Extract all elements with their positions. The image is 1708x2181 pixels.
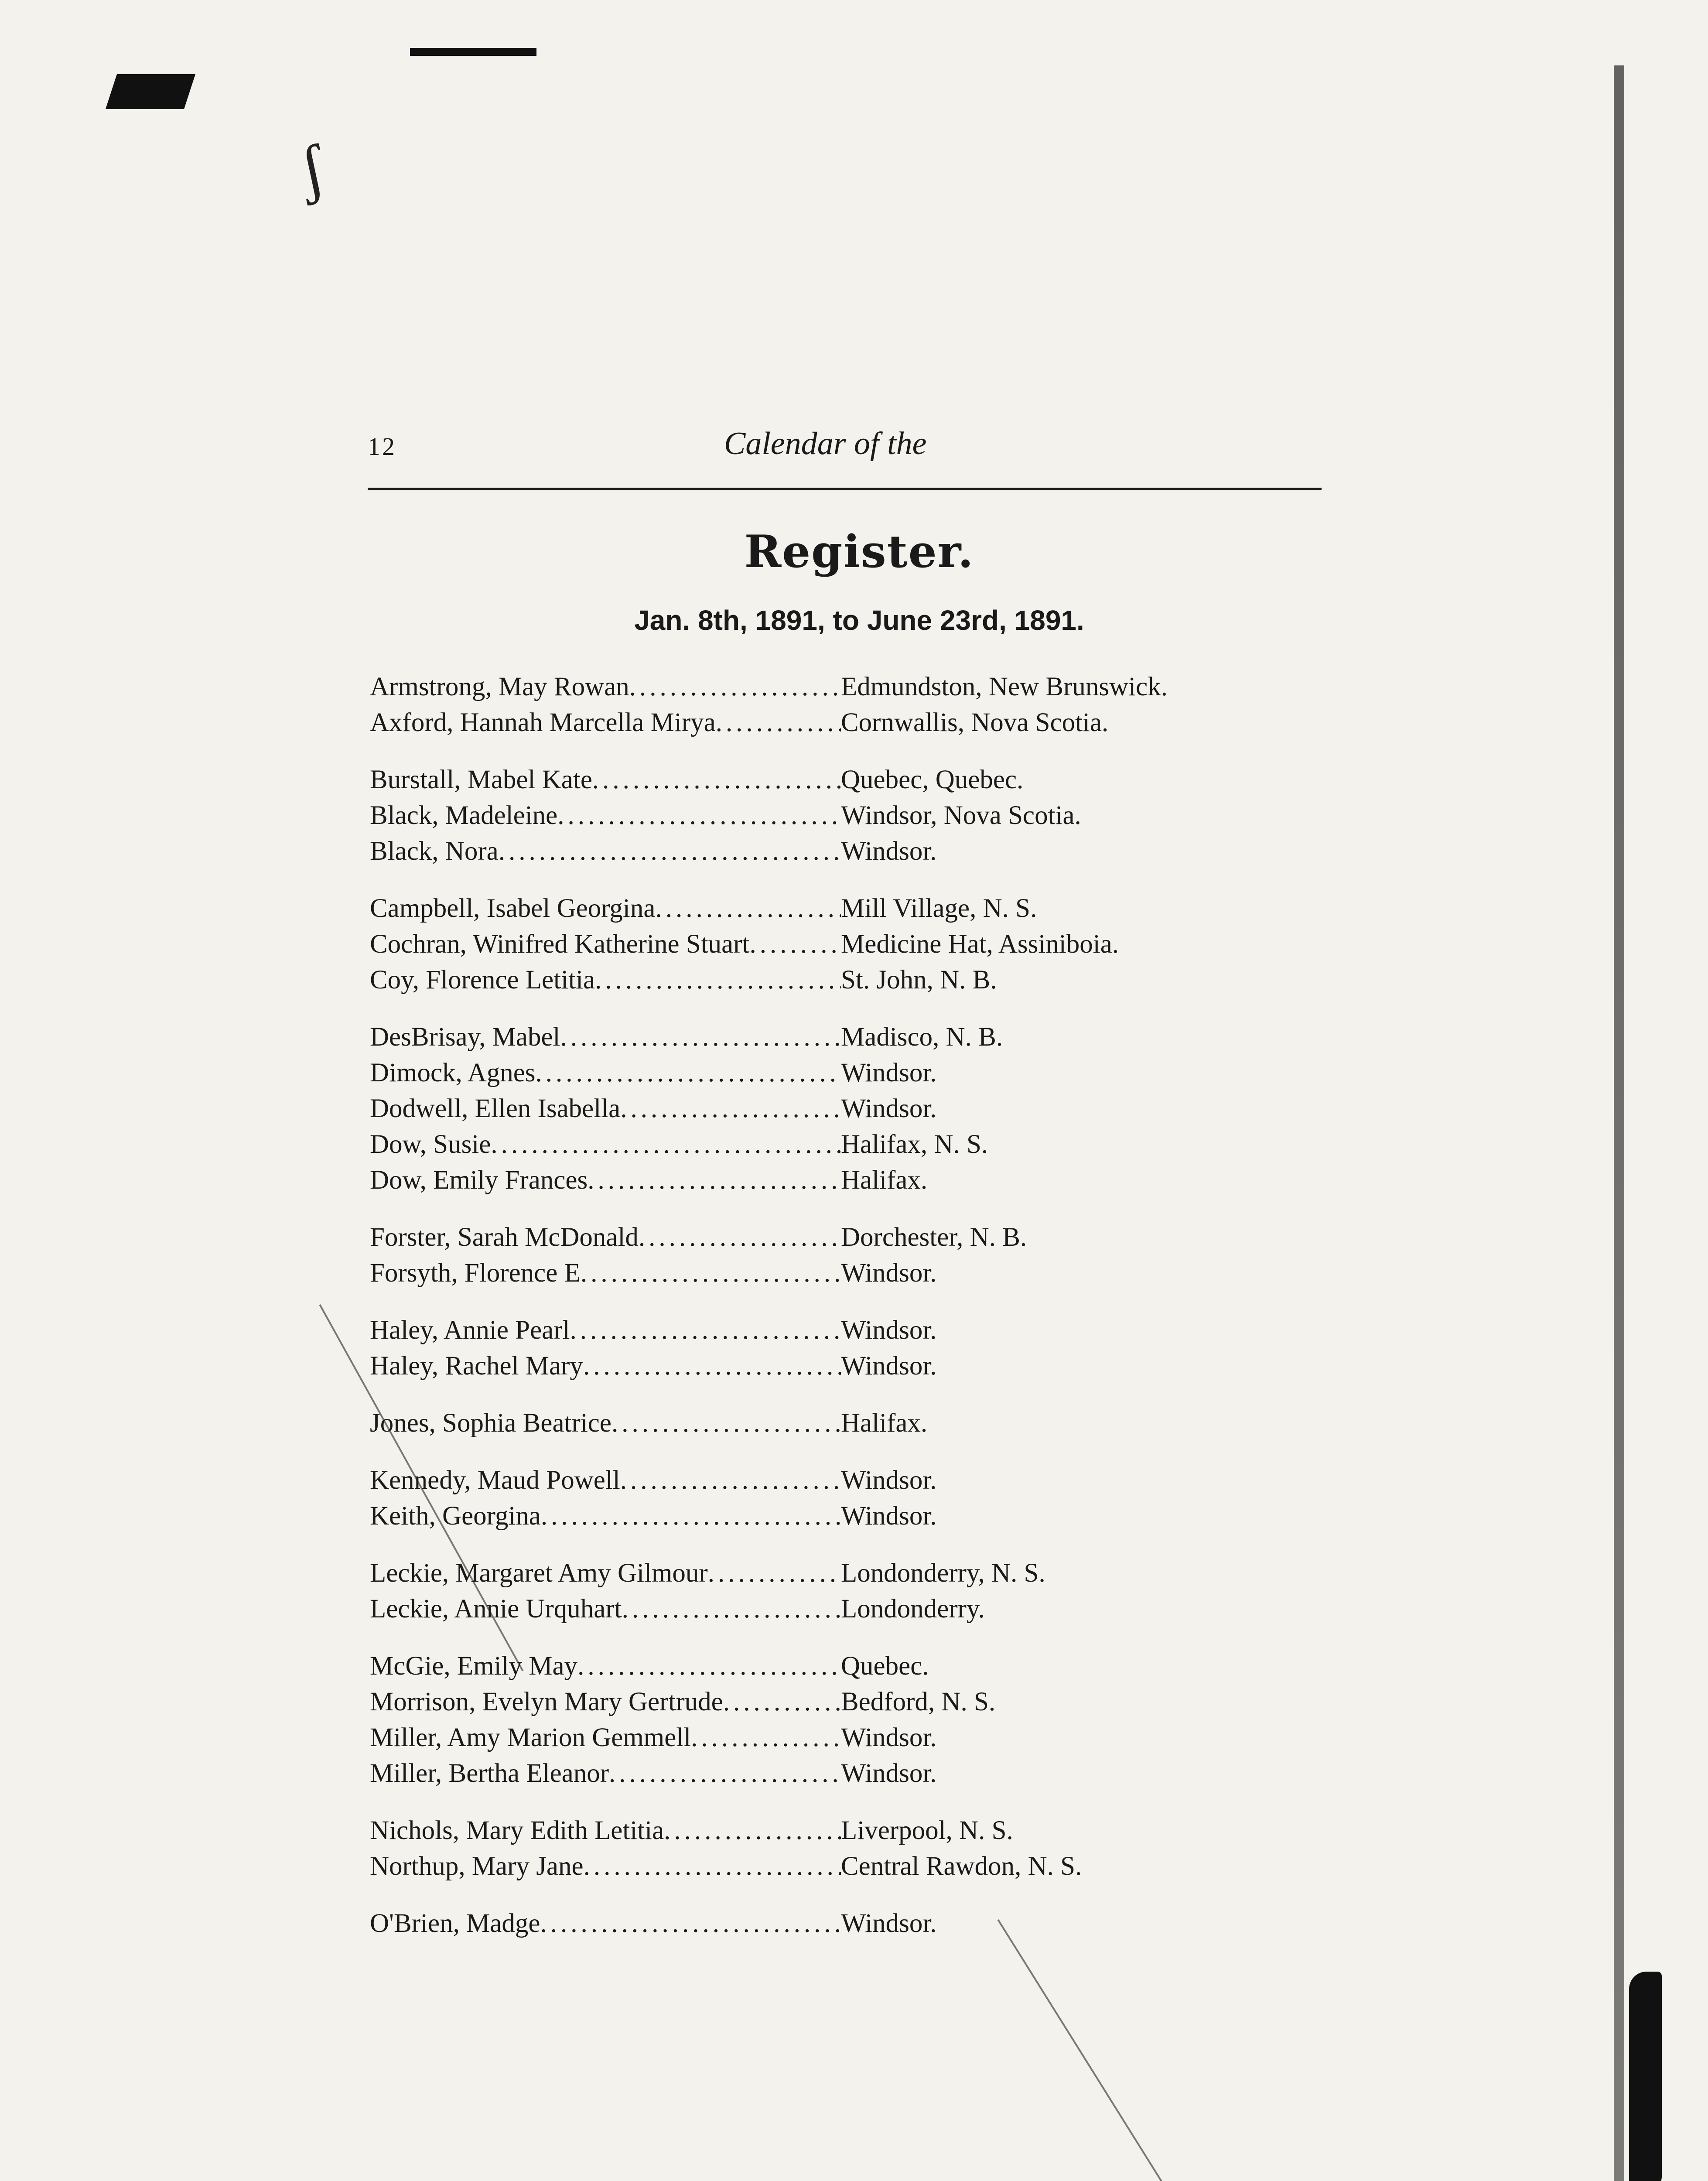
register-entry bbox=[370, 836, 1329, 872]
hometown: Windsor. bbox=[841, 1759, 937, 1788]
student-name: Nichols, Mary Edith Letitia bbox=[370, 1816, 664, 1845]
dot-leader bbox=[584, 1851, 841, 1882]
student-name: Dow, Emily Frances bbox=[370, 1166, 588, 1195]
scan-artifact-top bbox=[410, 48, 536, 56]
dot-leader bbox=[664, 1815, 841, 1846]
dot-leader bbox=[749, 929, 841, 960]
page-number: 12 bbox=[368, 432, 396, 461]
dot-leader bbox=[557, 800, 841, 831]
register-entry bbox=[370, 708, 1329, 743]
dot-leader bbox=[588, 1165, 841, 1196]
dot-leader bbox=[595, 965, 841, 995]
student-name: Miller, Amy Marion Gemmell bbox=[370, 1723, 691, 1752]
hometown: Madisco, N. B. bbox=[841, 1022, 1003, 1052]
hometown: Bedford, N. S. bbox=[841, 1687, 996, 1716]
student-name: Dodwell, Ellen Isabella bbox=[370, 1094, 621, 1123]
dot-leader bbox=[536, 1058, 841, 1088]
register-entry bbox=[370, 800, 1329, 836]
dot-leader bbox=[570, 1315, 841, 1346]
hometown: Windsor. bbox=[841, 1723, 937, 1752]
register-entry bbox=[370, 1094, 1329, 1129]
register-entry bbox=[370, 929, 1329, 965]
dot-leader bbox=[541, 1501, 841, 1531]
register-entry bbox=[370, 1351, 1329, 1387]
scan-artifact-edge bbox=[1614, 65, 1624, 2181]
hometown: Cornwallis, Nova Scotia. bbox=[841, 708, 1109, 737]
dot-leader bbox=[620, 1465, 841, 1496]
student-name: Northup, Mary Jane bbox=[370, 1852, 584, 1881]
student-name: Dow, Susie bbox=[370, 1130, 491, 1159]
dot-leader bbox=[560, 1022, 841, 1053]
register-entry bbox=[370, 1851, 1329, 1887]
dot-leader bbox=[629, 672, 841, 702]
register-entry bbox=[370, 672, 1329, 708]
student-name: Haley, Rachel Mary bbox=[370, 1351, 583, 1381]
dot-leader bbox=[609, 1758, 841, 1789]
scan-artifact-corner bbox=[106, 74, 195, 109]
register-entry bbox=[370, 1258, 1329, 1294]
student-name: Black, Nora bbox=[370, 837, 499, 866]
register-entry bbox=[370, 1165, 1329, 1201]
dot-leader bbox=[581, 1258, 841, 1289]
student-name: O'Brien, Madge bbox=[370, 1909, 540, 1938]
register-entry bbox=[370, 1594, 1329, 1630]
register-group bbox=[370, 1815, 1329, 1887]
dot-leader bbox=[620, 1094, 841, 1124]
register-group bbox=[370, 1651, 1329, 1794]
dot-leader bbox=[622, 1594, 841, 1624]
dot-leader bbox=[540, 1908, 841, 1939]
register-entry bbox=[370, 1558, 1329, 1594]
student-name: McGie, Emily May bbox=[370, 1651, 578, 1681]
register-entry bbox=[370, 1687, 1329, 1723]
student-name: Forsyth, Florence E bbox=[370, 1258, 581, 1288]
register-entry bbox=[370, 1651, 1329, 1687]
dot-leader bbox=[639, 1222, 841, 1253]
dot-leader bbox=[499, 836, 841, 867]
register-entry bbox=[370, 765, 1329, 800]
register-entry bbox=[370, 1408, 1329, 1444]
hometown: Londonderry. bbox=[841, 1594, 985, 1624]
student-name: Forster, Sarah McDonald bbox=[370, 1223, 639, 1252]
student-name: Coy, Florence Letitia bbox=[370, 965, 595, 995]
handwritten-mark-icon: ʃ bbox=[294, 130, 330, 206]
hometown: Windsor. bbox=[841, 1316, 937, 1345]
register-entry bbox=[370, 1908, 1329, 1944]
register-group bbox=[370, 1908, 1329, 1944]
dot-leader bbox=[723, 1687, 841, 1717]
register-entry bbox=[370, 1022, 1329, 1058]
dot-leader bbox=[655, 893, 841, 924]
register-group bbox=[370, 1558, 1329, 1630]
hometown: Mill Village, N. S. bbox=[841, 894, 1037, 923]
scan-artifact-blot bbox=[1629, 1972, 1662, 2181]
register-entry bbox=[370, 1222, 1329, 1258]
register-entry bbox=[370, 1815, 1329, 1851]
student-name: Black, Madeleine bbox=[370, 801, 558, 830]
register-entry bbox=[370, 965, 1329, 1001]
hometown: Windsor. bbox=[841, 1258, 937, 1288]
dot-leader bbox=[716, 708, 841, 738]
hometown: Windsor. bbox=[841, 837, 937, 866]
register-entry bbox=[370, 1129, 1329, 1165]
hometown: Windsor, Nova Scotia. bbox=[841, 801, 1081, 830]
register-group bbox=[370, 765, 1329, 872]
dot-leader bbox=[691, 1723, 841, 1753]
hometown: St. John, N. B. bbox=[841, 965, 997, 995]
hometown: Central Rawdon, N. S. bbox=[841, 1852, 1082, 1881]
student-name: Dimock, Agnes bbox=[370, 1058, 536, 1087]
student-name: Keith, Georgina bbox=[370, 1501, 541, 1531]
register-group bbox=[370, 672, 1329, 743]
register-entry bbox=[370, 893, 1329, 929]
hometown: Edmundston, New Brunswick. bbox=[841, 672, 1168, 701]
register-group bbox=[370, 1315, 1329, 1387]
student-name: Campbell, Isabel Georgina bbox=[370, 894, 656, 923]
hometown: Windsor. bbox=[841, 1351, 937, 1381]
dot-leader bbox=[577, 1651, 841, 1682]
dot-leader bbox=[491, 1129, 841, 1160]
register-entry bbox=[370, 1315, 1329, 1351]
hometown: Halifax. bbox=[841, 1166, 928, 1195]
register-entry bbox=[370, 1058, 1329, 1094]
register-group bbox=[370, 1408, 1329, 1444]
hometown: Halifax. bbox=[841, 1408, 928, 1438]
register-group bbox=[370, 1465, 1329, 1537]
hometown: Londonderry, N. S. bbox=[841, 1559, 1045, 1588]
student-name: Burstall, Mabel Kate bbox=[370, 765, 592, 794]
register-list bbox=[370, 672, 1329, 1966]
hometown: Windsor. bbox=[841, 1094, 937, 1123]
dot-leader bbox=[583, 1351, 841, 1381]
register-entry bbox=[370, 1723, 1329, 1758]
hometown: Quebec. bbox=[841, 1651, 929, 1681]
hometown: Dorchester, N. B. bbox=[841, 1223, 1027, 1252]
student-name: Leckie, Margaret Amy Gilmour bbox=[370, 1559, 708, 1588]
student-name: Cochran, Winifred Katherine Stuart bbox=[370, 930, 750, 959]
student-name: Jones, Sophia Beatrice bbox=[370, 1408, 611, 1438]
hometown: Windsor. bbox=[841, 1501, 937, 1531]
student-name: Leckie, Annie Urquhart bbox=[370, 1594, 622, 1624]
hometown: Medicine Hat, Assiniboia. bbox=[841, 930, 1119, 959]
register-entry bbox=[370, 1758, 1329, 1794]
dot-leader bbox=[592, 765, 841, 795]
header-rule bbox=[368, 488, 1322, 490]
register-entry bbox=[370, 1501, 1329, 1537]
hometown: Halifax, N. S. bbox=[841, 1130, 988, 1159]
register-group bbox=[370, 1022, 1329, 1201]
student-name: Armstrong, May Rowan bbox=[370, 672, 629, 701]
running-head: Calendar of the bbox=[724, 426, 927, 461]
date-range: Jan. 8th, 1891, to June 23rd, 1891. bbox=[634, 605, 1084, 636]
student-name: Haley, Annie Pearl bbox=[370, 1316, 570, 1345]
section-title: Register. bbox=[744, 526, 974, 578]
register-entry bbox=[370, 1465, 1329, 1501]
dot-leader bbox=[611, 1408, 841, 1439]
student-name: Kennedy, Maud Powell bbox=[370, 1466, 620, 1495]
hometown: Windsor. bbox=[841, 1058, 937, 1087]
hometown: Liverpool, N. S. bbox=[841, 1816, 1013, 1845]
hometown: Windsor. bbox=[841, 1466, 937, 1495]
student-name: Miller, Bertha Eleanor bbox=[370, 1759, 609, 1788]
register-group bbox=[370, 893, 1329, 1001]
student-name: Morrison, Evelyn Mary Gertrude bbox=[370, 1687, 723, 1716]
register-group bbox=[370, 1222, 1329, 1294]
student-name: Axford, Hannah Marcella Mirya bbox=[370, 708, 716, 737]
dot-leader bbox=[708, 1558, 841, 1589]
student-name: DesBrisay, Mabel bbox=[370, 1022, 560, 1052]
hometown: Windsor. bbox=[841, 1909, 937, 1938]
hometown: Quebec, Quebec. bbox=[841, 765, 1024, 794]
